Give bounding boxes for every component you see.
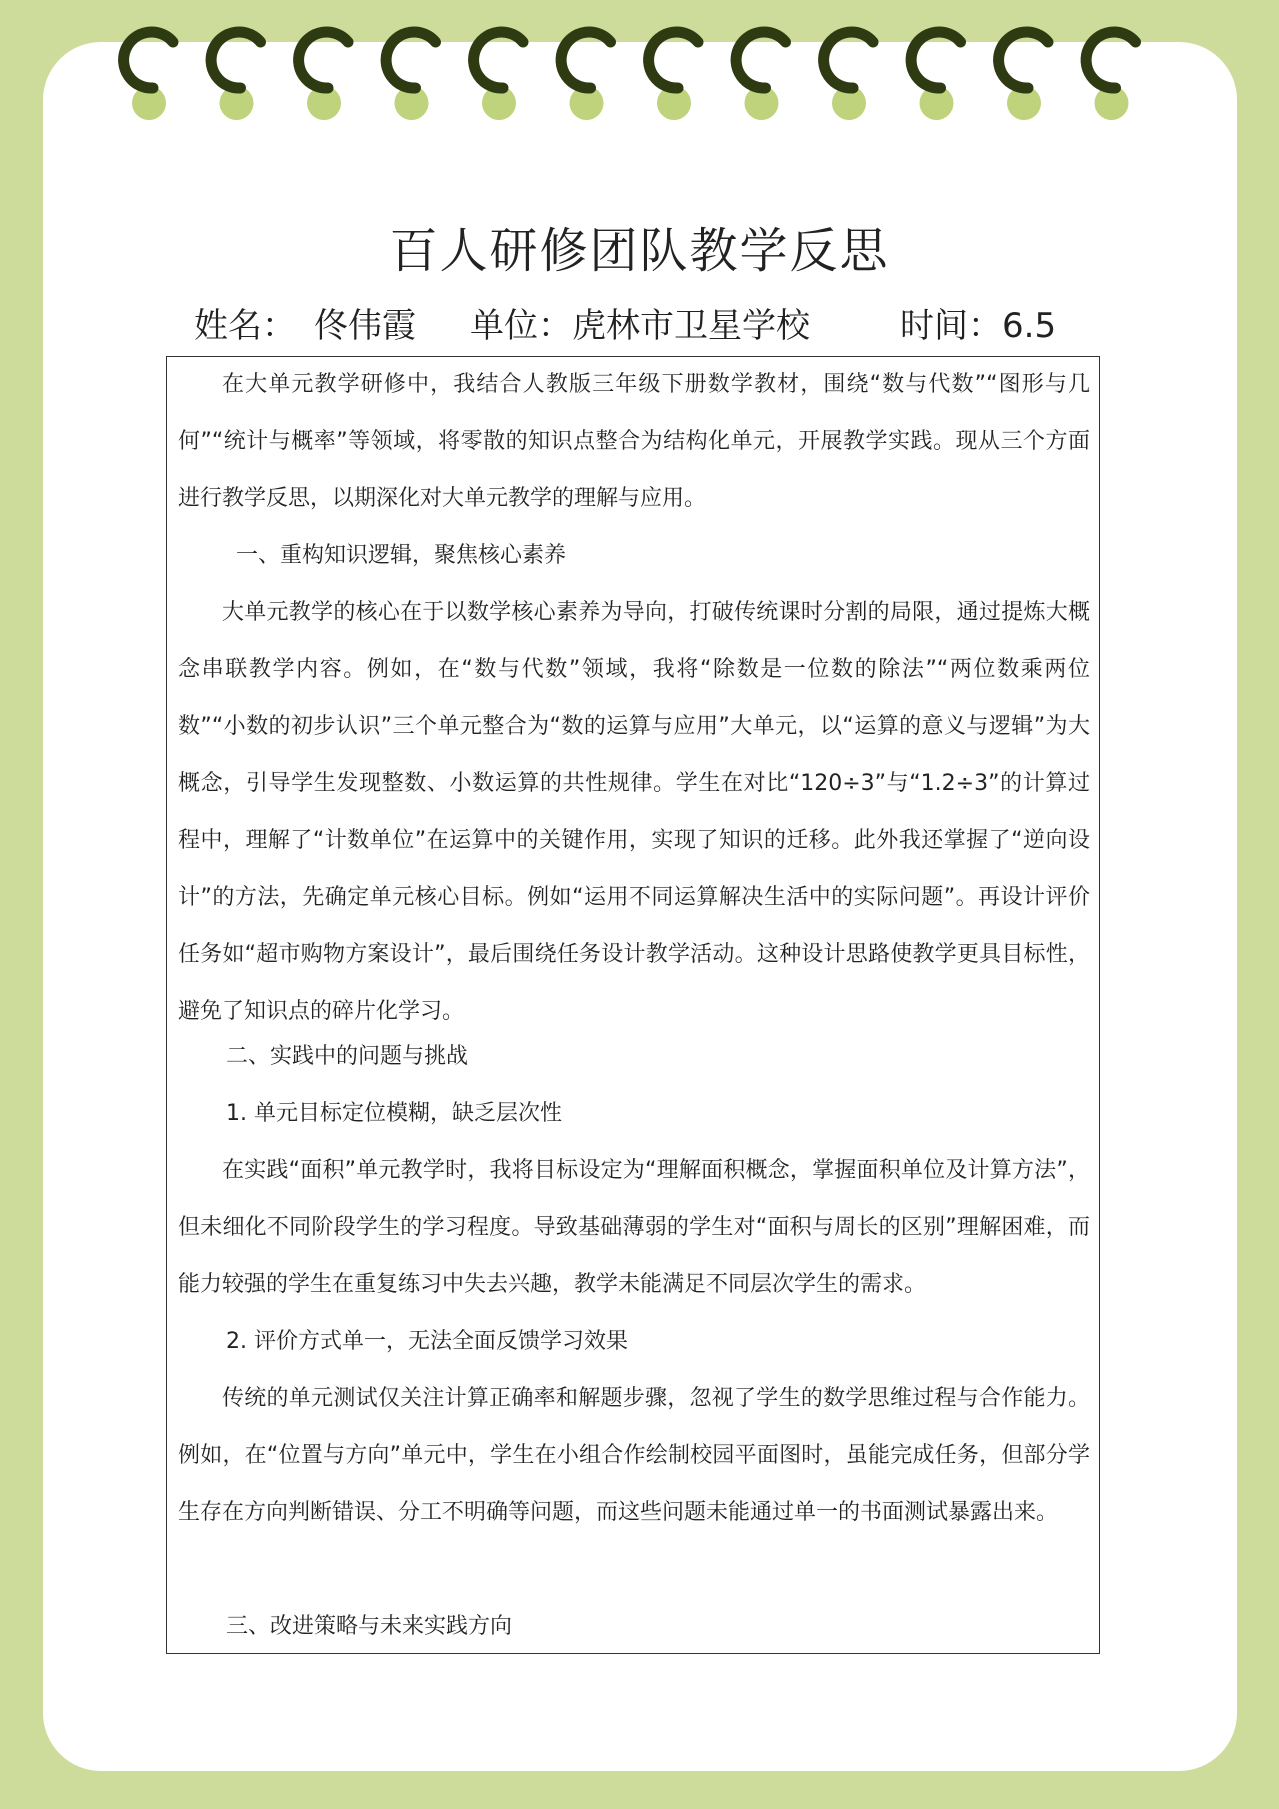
section2-item1-paragraph: 在实践“面积”单元教学时，我将目标设定为“理解面积概念，掌握面积单位及计算方法”，但未细化不同阶段学生的学习程度。导致基础薄弱的学生对“面积与周长的区别”理解困难，而能力较强的学生在重复练习中失去兴趣，教学未能满足不同层次学生的需求。 — [178, 1158, 1090, 1297]
time-field: 时间：6.5 — [900, 306, 1057, 346]
page-title: 百人研修团队教学反思 — [389, 223, 890, 279]
name-label: 姓名： — [194, 306, 296, 346]
name-value: 佟伟霞 — [314, 306, 416, 346]
section1-heading: 一、重构知识逻辑，聚焦核心素养 — [236, 543, 567, 568]
intro-paragraph: 在大单元教学研修中，我结合人教版三年级下册数学教材，围绕“数与代数”“图形与几何”“统计与概率”等领域，将零散的知识点整合为结构化单元，开展教学实践。现从三个方面进行教学反思，以期深化对大单元教学的理解与应用。 — [178, 372, 1090, 511]
section3-heading: 三、改进策略与未来实践方向 — [226, 1614, 513, 1639]
section2-item2-heading: 2. 评价方式单一，无法全面反馈学习效果 — [226, 1329, 628, 1354]
unit-field: 单位：虎林市卫星学校 — [470, 306, 810, 346]
section2-item2-paragraph: 传统的单元测试仅关注计算正确率和解题步骤，忽视了学生的数学思维过程与合作能力。例如，在“位置与方向”单元中，学生在小组合作绘制校园平面图时，虽能完成任务，但部分学生存在方向判断错误、分工不明确等问题，而这些问题未能通过单一的书面测试暴露出来。 — [178, 1386, 1090, 1525]
section2-item1-heading: 1. 单元目标定位模糊，缺乏层次性 — [226, 1101, 562, 1126]
section1-paragraph: 大单元教学的核心在于以数学核心素养为导向，打破传统课时分割的局限，通过提炼大概念串联教学内容。例如，在“数与代数”领域，我将“除数是一位数的除法”“两位数乘两位数”“小数的初步认识”三个单元整合为“数的运算与应用”大单元，以“运算的意义与逻辑”为大概念，引导学生发现整数、小数运算的共性规律。学生在对比“120÷3”与“1.2÷3”的计算过程中，理解了“计数单位”在运算中的关键作用，实现了知识的迁移。此外我还掌握了“逆向设计”的方法，先确定单元核心目标。例如“运用不同运算解决生活中的实际问题”。再设计评价任务如“超市购物方案设计”，最后围绕任务设计教学活动。这种设计思路使教学更具目标性，避免了知识点的碎片化学习。 — [178, 600, 1090, 1024]
section2-heading: 二、实践中的问题与挑战 — [226, 1044, 469, 1069]
